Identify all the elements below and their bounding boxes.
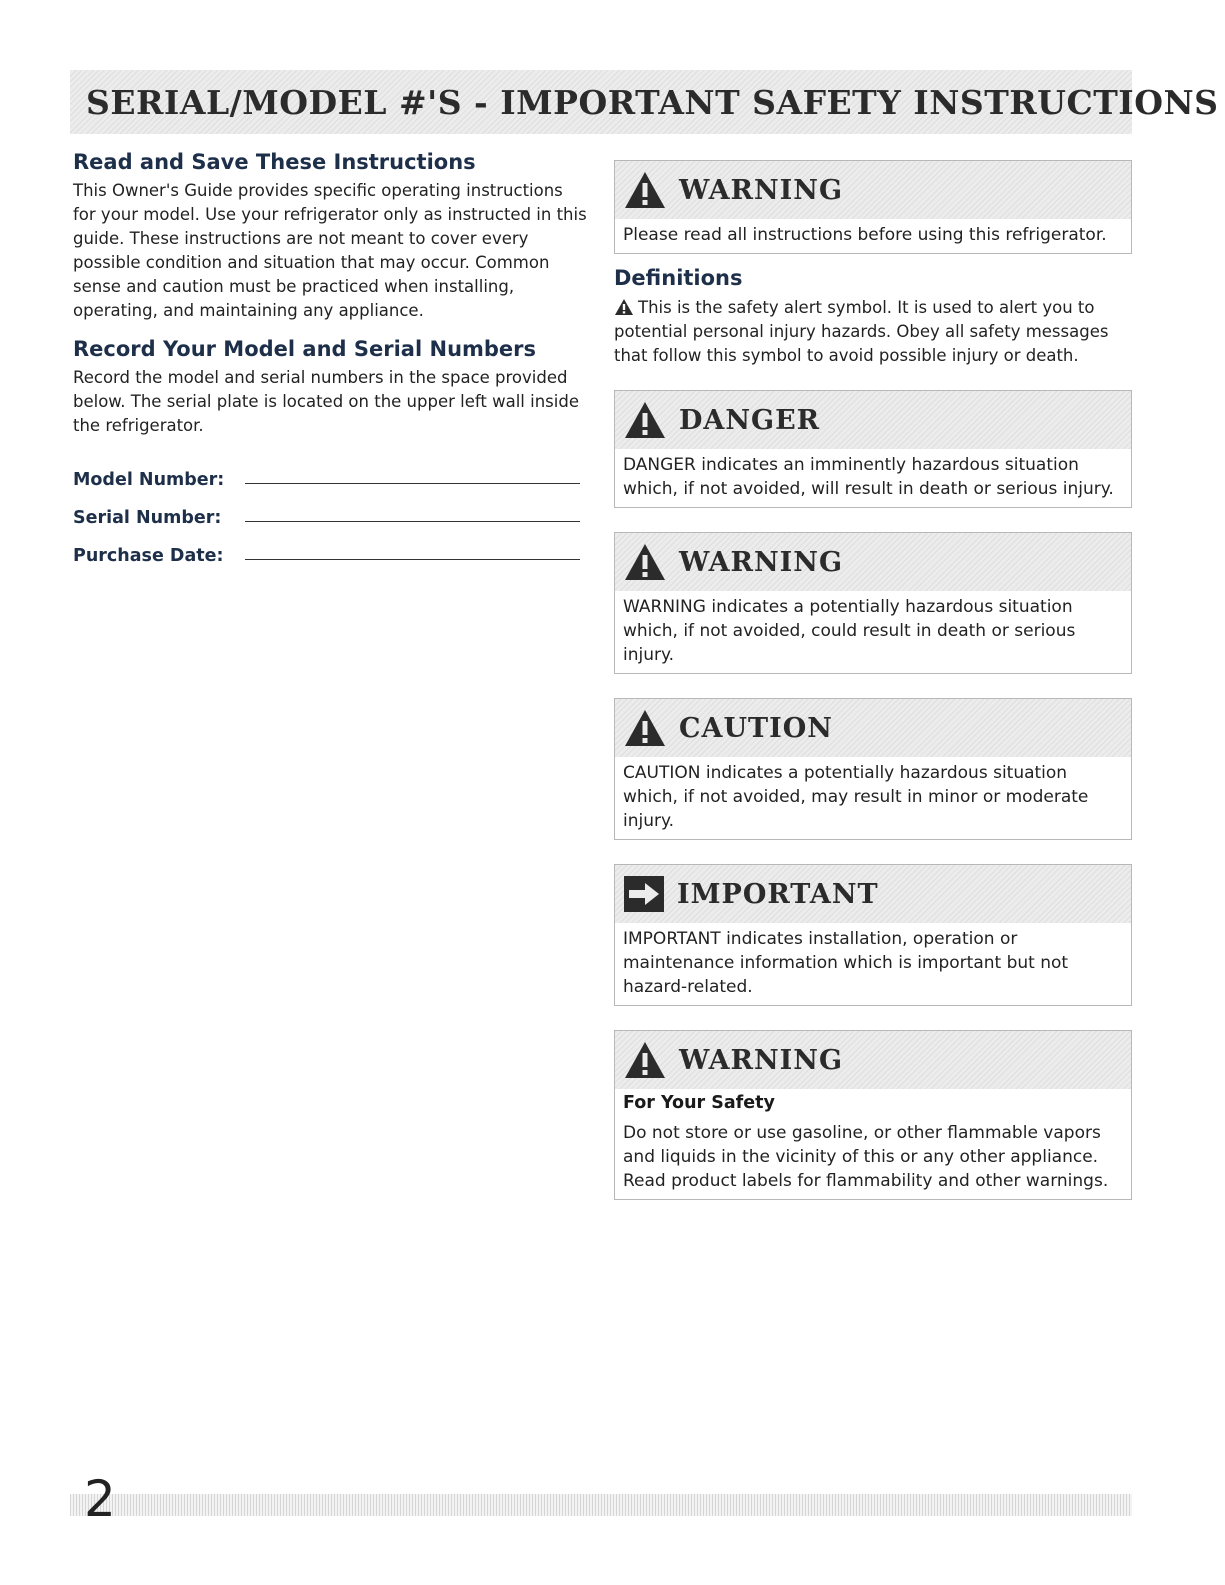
caution-header <box>615 699 1131 757</box>
warning-safety-title: WARNING <box>679 1044 844 1076</box>
warning-read-header <box>615 161 1131 219</box>
left-column <box>73 150 588 566</box>
definitions-paragraph <box>614 296 1132 368</box>
model-number-line <box>245 459 580 484</box>
warning-safety-header <box>615 1031 1131 1089</box>
serial-number-line <box>245 497 580 522</box>
warning-read-box <box>614 160 1132 254</box>
alert-triangle-icon <box>623 400 667 440</box>
important-box <box>614 864 1132 1006</box>
important-header <box>615 865 1131 923</box>
record-fields <box>73 452 588 566</box>
warning-definition-box <box>614 532 1132 674</box>
purchase-date-row <box>73 528 588 566</box>
danger-title: DANGER <box>679 404 821 436</box>
alert-triangle-icon <box>623 170 667 210</box>
read-save-heading: Read and Save These Instructions <box>73 150 476 174</box>
record-body: Record the model and serial numbers in the space provided below. The serial plate is located on the upper left wall inside the refrigerator. <box>73 368 579 435</box>
definitions-body: This is the safety alert symbol. It is used to alert you to potential personal injury hazards. Obey all safety messages that follow this symbol to avoid possible injury or death. <box>614 298 1109 365</box>
model-number-label: Model Number: <box>73 470 225 490</box>
caution-box <box>614 698 1132 840</box>
warning-definition-body: WARNING indicates a potentially hazardous situation which, if not avoided, could result in death or serious injury. <box>623 597 1076 665</box>
alert-triangle-icon <box>623 542 667 582</box>
purchase-date-label: Purchase Date: <box>73 546 224 566</box>
definitions-heading: Definitions <box>614 266 743 290</box>
header-banner <box>70 70 1219 134</box>
alert-triangle-icon <box>623 1040 667 1080</box>
warning-definition-header <box>615 533 1131 591</box>
serial-number-row <box>73 490 588 528</box>
safety-alert-symbol-icon <box>614 298 634 316</box>
caution-body: CAUTION indicates a potentially hazardous situation which, if not avoided, may result in minor or moderate injury. <box>623 763 1089 831</box>
alert-triangle-icon <box>623 708 667 748</box>
caution-title: CAUTION <box>679 712 833 744</box>
warning-safety-box <box>614 1030 1132 1200</box>
danger-box <box>614 390 1132 508</box>
serial-number-label: Serial Number: <box>73 508 222 528</box>
arrow-right-icon <box>623 875 665 913</box>
danger-header <box>615 391 1131 449</box>
warning-read-title: WARNING <box>679 174 844 206</box>
warning-safety-body: Do not store or use gasoline, or other flammable vapors and liquids in the vicinity of this or any other appliance. Read product labels for flammability and other warnings. <box>623 1123 1109 1191</box>
page-title: SERIAL/MODEL #'S - IMPORTANT SAFETY INSTRUCTIONS <box>86 82 1219 122</box>
danger-body: DANGER indicates an imminently hazardous situation which, if not avoided, will result in death or serious injury. <box>623 455 1114 499</box>
read-save-body: This Owner's Guide provides specific operating instructions for your model. Use your refrigerator only as instructed in this guide. These instructions are not meant to cover every possible condition and situation that may occur. Common sense and caution must be practiced when installing, operating, and maintaining any appliance. <box>73 181 587 320</box>
footer-rule <box>70 1494 1132 1516</box>
important-body: IMPORTANT indicates installation, operation or maintenance information which is important but not hazard-related. <box>623 929 1069 997</box>
purchase-date-line <box>245 535 580 560</box>
warning-read-body: Please read all instructions before using this refrigerator. <box>623 225 1107 245</box>
model-number-row <box>73 452 588 490</box>
right-column <box>614 160 1132 1224</box>
record-heading: Record Your Model and Serial Numbers <box>73 337 537 361</box>
page-number: 2 <box>84 1470 116 1528</box>
important-title: IMPORTANT <box>677 878 879 910</box>
warning-safety-subtitle: For Your Safety <box>623 1093 775 1113</box>
warning-definition-title: WARNING <box>679 546 844 578</box>
